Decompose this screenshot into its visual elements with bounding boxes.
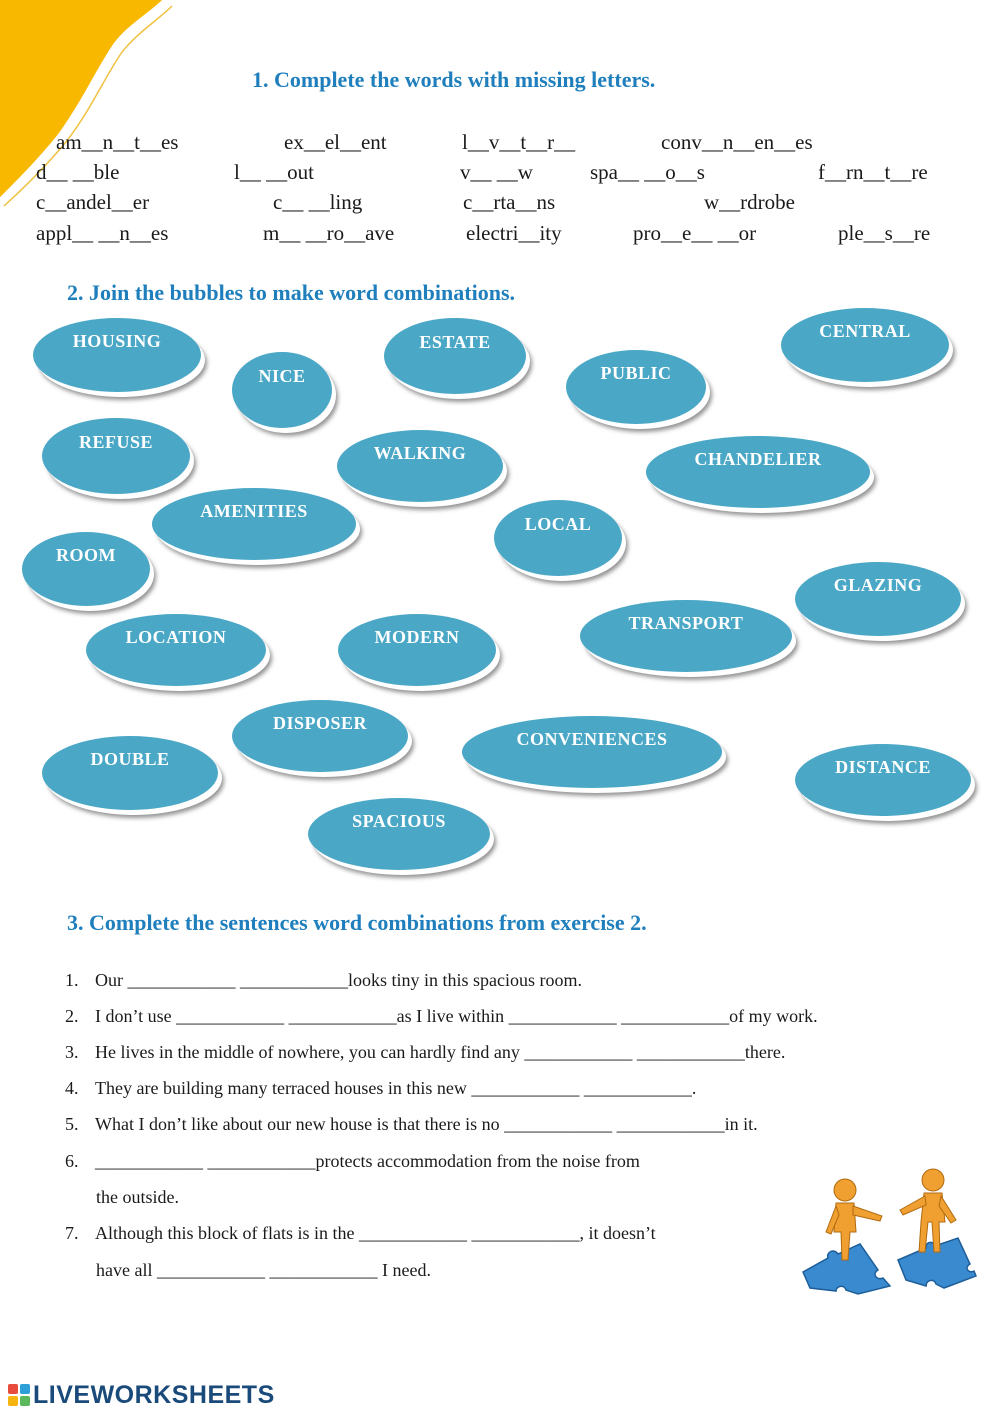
bubble-label: AMENITIES <box>200 500 308 521</box>
sentence-number: 5. <box>65 1114 79 1134</box>
sentence-item[interactable] <box>65 1078 696 1099</box>
word-bubble[interactable] <box>580 600 792 672</box>
footer-brand <box>8 1378 275 1412</box>
bubble-label: CHANDELIER <box>694 448 822 469</box>
word-bubble[interactable] <box>781 308 949 382</box>
missing-letters-word[interactable]: c__rta__ns <box>463 190 556 214</box>
sentence-number: 2. <box>65 1006 79 1026</box>
sentence-number: 7. <box>65 1223 79 1243</box>
missing-letters-word[interactable]: conv__n__en__es <box>661 130 813 154</box>
sentence-number: 6. <box>65 1151 79 1171</box>
missing-letters-word[interactable]: spa__ __o__s <box>590 160 705 184</box>
sentence-number: 4. <box>65 1078 79 1098</box>
missing-letters-word[interactable]: m__ __ro__ave <box>263 221 395 245</box>
sentence-text: They are building many terraced houses in this new ____________ ____________. <box>95 1078 697 1098</box>
bubble-label: REFUSE <box>78 431 153 452</box>
sentence-number: 3. <box>65 1042 79 1062</box>
missing-letters-word[interactable]: l__ __out <box>234 160 314 184</box>
word-bubble[interactable] <box>337 430 503 502</box>
brand-name: LIVEWORKSHEETS <box>33 1380 275 1409</box>
missing-letters-word[interactable]: f__rn__t__re <box>818 160 928 184</box>
sentence-text: ____________ ____________protects accommodation from the noise from <box>95 1151 640 1171</box>
sentence-text: What I don’t like about our new house is that there is no ____________ ____________in it. <box>95 1114 758 1134</box>
bubble-label: CONVENIENCES <box>516 728 668 749</box>
word-bubble[interactable] <box>646 436 870 508</box>
missing-letters-word[interactable]: ex__el__ent <box>284 130 387 154</box>
bubble-label: NICE <box>258 365 306 386</box>
sentence-item[interactable] <box>65 1223 656 1244</box>
word-bubble[interactable] <box>232 352 332 428</box>
missing-letters-word[interactable]: appl__ __n__es <box>36 221 169 245</box>
sentence-number: 1. <box>65 970 79 990</box>
word-bubble[interactable] <box>152 488 356 560</box>
exercise3-title: 3. Complete the sentences word combinations from exercise 2. <box>67 910 647 935</box>
bubble-label: ESTATE <box>419 331 491 352</box>
word-bubble[interactable] <box>86 614 266 686</box>
bubble-label: ROOM <box>56 545 116 566</box>
sentence-text: Although this block of flats is in the ____________ ____________, it doesn’t <box>95 1223 656 1243</box>
bubble-label: DISPOSER <box>272 712 368 733</box>
exercise1-title: 1. Complete the words with missing letters. <box>252 67 656 92</box>
sentence-continuation: the outside. <box>96 1187 179 1207</box>
exercise2-title: 2. Join the bubbles to make word combinations. <box>67 280 516 305</box>
bubble-label: CENTRAL <box>819 321 911 342</box>
word-bubble[interactable] <box>462 716 722 788</box>
bubble-label: LOCATION <box>125 626 227 647</box>
bubble-label: DOUBLE <box>90 749 170 770</box>
word-bubble[interactable] <box>795 744 971 816</box>
sentence-item[interactable] <box>65 1151 640 1172</box>
bubble-label: HOUSING <box>72 331 162 352</box>
missing-letters-word[interactable]: electri__ity <box>466 221 562 245</box>
missing-letters-word[interactable]: v__ __w <box>460 160 533 184</box>
missing-letters-word[interactable]: l__v__t__r__ <box>462 130 576 154</box>
sentence-text: I don’t use ____________ ____________as I live within ____________ ____________of my work. <box>95 1006 818 1026</box>
missing-letters-word[interactable]: c__ __ling <box>273 190 363 214</box>
word-bubble[interactable] <box>338 614 496 686</box>
bubble-label: PUBLIC <box>600 363 672 384</box>
word-bubble[interactable] <box>795 562 961 636</box>
sentence-item[interactable] <box>65 970 582 991</box>
word-bubble[interactable] <box>308 798 490 870</box>
sentence-continuation: have all ____________ ____________ I need. <box>96 1260 431 1280</box>
missing-letters-word[interactable]: ple__s__re <box>838 221 931 245</box>
sentence-text: He lives in the middle of nowhere, you can hardly find any ____________ ____________there. <box>95 1042 786 1062</box>
bubble-label: MODERN <box>374 626 460 647</box>
sentence-item[interactable] <box>65 1114 758 1135</box>
word-bubble[interactable] <box>566 350 706 424</box>
liveworksheets-logo-icon <box>8 1384 30 1406</box>
missing-letters-word[interactable]: d__ __ble <box>36 160 120 184</box>
bubble-label: GLAZING <box>833 575 923 596</box>
word-bubble[interactable] <box>22 532 150 606</box>
sentence-text: Our ____________ ____________looks tiny in this spacious room. <box>95 970 582 990</box>
word-bubble[interactable] <box>42 736 218 810</box>
word-bubble[interactable] <box>42 418 190 494</box>
sentence-item[interactable] <box>65 1006 818 1027</box>
missing-letters-word[interactable]: w__rdrobe <box>704 190 795 214</box>
word-bubble[interactable] <box>33 318 201 392</box>
missing-letters-word[interactable]: c__andel__er <box>36 190 150 214</box>
word-bubble[interactable] <box>494 500 622 576</box>
bubble-label: WALKING <box>373 442 467 463</box>
word-bubble[interactable] <box>384 318 526 394</box>
bubble-label: SPACIOUS <box>352 810 446 831</box>
puzzle-people-illustration <box>798 1160 978 1295</box>
bubble-label: DISTANCE <box>835 756 931 777</box>
sentence-item[interactable] <box>65 1042 785 1063</box>
bubble-label: TRANSPORT <box>628 612 744 633</box>
bubble-label: LOCAL <box>524 513 592 534</box>
word-bubble[interactable] <box>232 700 408 772</box>
missing-letters-word[interactable]: pro__e__ __or <box>633 221 757 245</box>
missing-letters-word[interactable]: am__n__t__es <box>56 130 179 154</box>
